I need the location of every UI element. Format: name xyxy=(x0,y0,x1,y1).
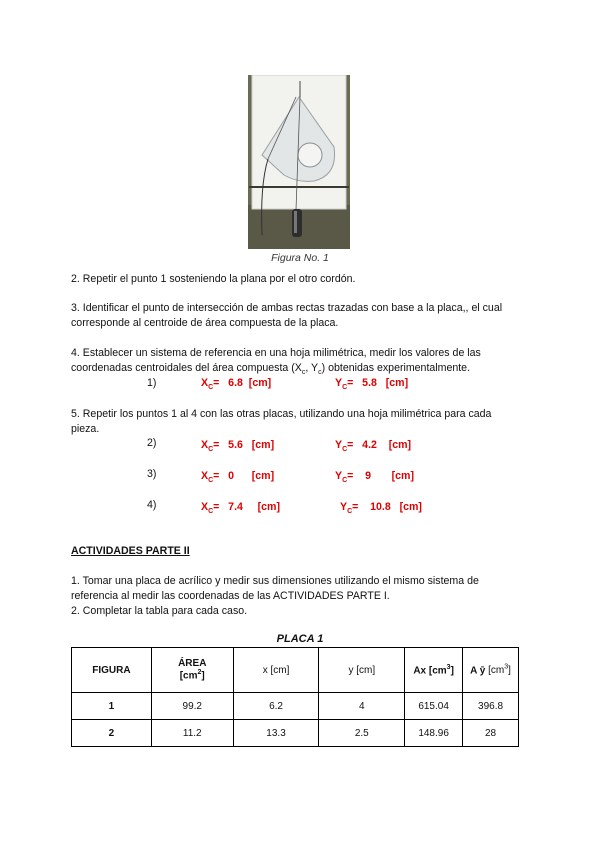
part2-step-1-line-1: 1. Tomar una placa de acrílico y medir sus dimensiones utilizando el mismo sistema de xyxy=(71,575,479,587)
xc-value-3: $X_C=$ 0 [cm] xyxy=(201,470,275,485)
yc-value-1: $Y_C=$ 5.8 [cm] xyxy=(335,377,409,392)
cell-figura: 2 xyxy=(72,720,152,747)
step-5-line-2: pieza. xyxy=(71,423,100,435)
measurement-label: 4) xyxy=(147,499,157,511)
yc-value-3: $Y_C=$ 9 [cm] xyxy=(335,470,414,485)
cell-x: 6.2 xyxy=(233,693,319,720)
table-row xyxy=(72,720,519,747)
part2-step-2: 2. Completar la tabla para cada caso. xyxy=(71,605,248,617)
xc-value-2: $X_C=$ 5.6 [cm] xyxy=(201,439,275,454)
measurement-label: 2) xyxy=(147,437,157,449)
header-figura: FIGURA xyxy=(72,648,152,693)
cell-area: 11.2 xyxy=(151,720,233,747)
cell-ax: 615.04 xyxy=(405,693,463,720)
xc-value-4: $X_C=$ 7.4 [cm] xyxy=(201,501,280,516)
cell-figura: 1 xyxy=(72,693,152,720)
yc-value-2: $Y_C=$ 4.2 [cm] xyxy=(335,439,412,454)
cell-x: 13.3 xyxy=(233,720,319,747)
step-3-line-1: 3. Identificar el punto de intersección de ambas rectas trazadas con base a la placa,, el cual xyxy=(71,302,503,314)
table-row xyxy=(72,693,519,720)
step-2: 2. Repetir el punto 1 sosteniendo la plana por el otro cordón. xyxy=(71,273,356,285)
step-3-line-2: corresponde al centroide de área compuesta de la placa. xyxy=(71,317,339,329)
figure-caption: Figura No. 1 xyxy=(271,252,329,264)
cell-y: 4 xyxy=(319,693,405,720)
figure-photo xyxy=(248,75,350,249)
cell-ay: 28 xyxy=(463,720,519,747)
header-y: y [cm] xyxy=(319,648,405,693)
step-4-line-2: coordenadas centroidales del área compuesta ($X_c$, $Y_c$) obtenidas experimentalmente. xyxy=(71,362,471,377)
header-x: x [cm] xyxy=(233,648,319,693)
measurement-label: 1) xyxy=(147,377,157,389)
measurement-label: 3) xyxy=(147,468,157,480)
step-5-line-1: 5. Repetir los puntos 1 al 4 con las otras placas, utilizando una hoja milimétrica para cada xyxy=(71,408,492,420)
header-ax: Ax $[cm^3]$ xyxy=(405,648,463,693)
cell-y: 2.5 xyxy=(319,720,405,747)
table-title: PLACA 1 xyxy=(276,633,324,645)
cell-ax: 148.96 xyxy=(405,720,463,747)
section-heading: ACTIVIDADES PARTE II xyxy=(71,545,190,557)
header-area: ÁREA $[cm^2]$ xyxy=(151,648,233,693)
header-ay: A ȳ $[cm^3]$ xyxy=(463,648,519,693)
step-4-line-1: 4. Establecer un sistema de referencia en una hoja milimétrica, medir los valores de las xyxy=(71,347,481,359)
data-table xyxy=(71,647,519,747)
part2-step-1-line-2: referencia al medir las coordenadas de las ACTIVIDADES PARTE I. xyxy=(71,590,390,602)
table-header-row xyxy=(72,648,519,693)
cell-area: 99.2 xyxy=(151,693,233,720)
xc-value-1: $X_C=$ 6.8 [cm] xyxy=(201,377,272,392)
yc-value-4: $Y_C=$ 10.8 [cm] xyxy=(340,501,422,516)
cell-ay: 396.8 xyxy=(463,693,519,720)
